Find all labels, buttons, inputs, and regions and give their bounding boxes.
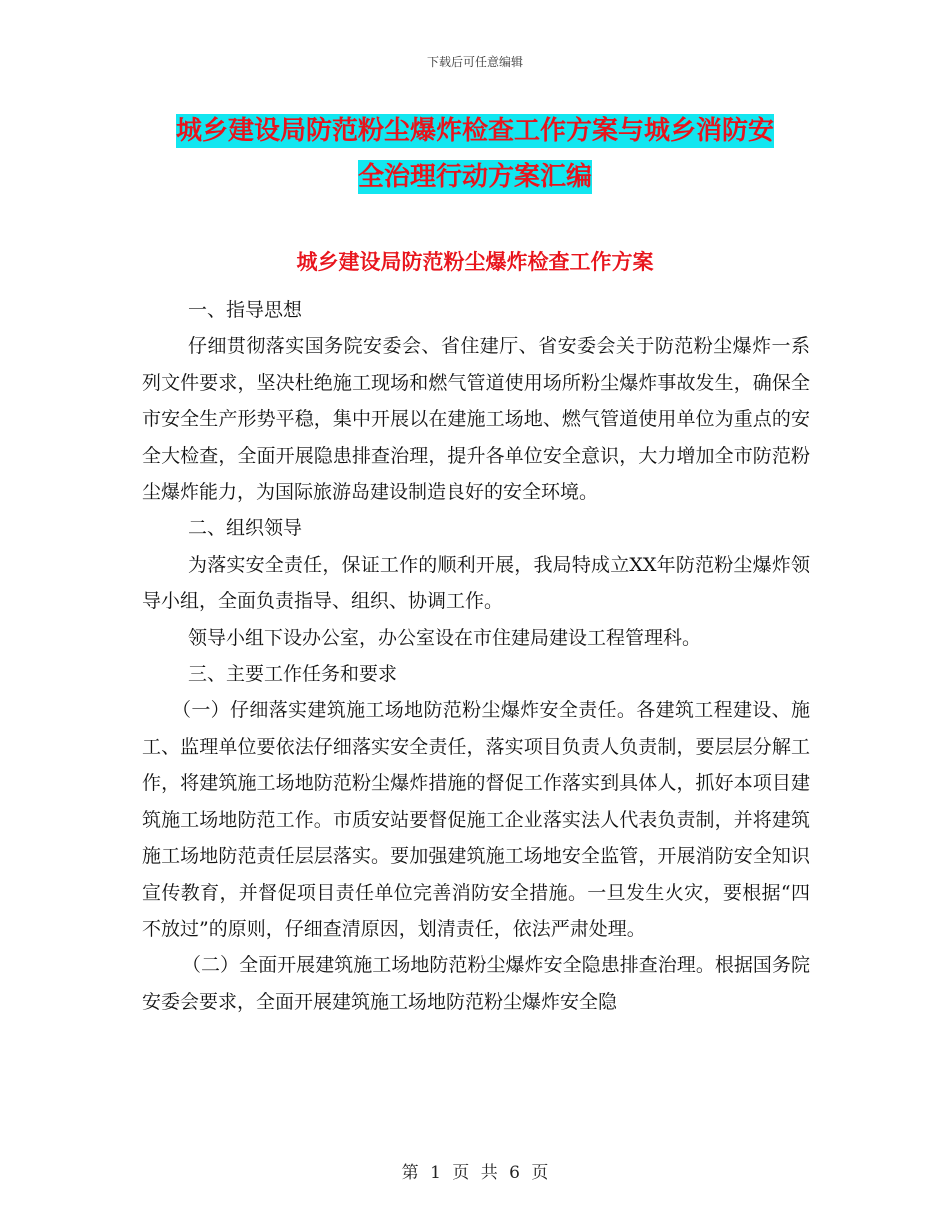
section-title: 城乡建设局防范粉尘爆炸检查工作方案 xyxy=(296,250,654,274)
paragraph-task-2: （二）全面开展建筑施工场地防范粉尘爆炸安全隐患排查治理。根据国务院安委会要求，全面开展建筑施工场地防范粉尘爆炸安全隐 xyxy=(142,954,810,1013)
paragraph-guiding-ideology: 仔细贯彻落实国务院安委会、省住建厅、省安委会关于防范粉尘爆炸一系列文件要求，坚决杜绝施工现场和燃气管道使用场所粉尘爆炸事故发生，确保全市安全生产形势平稳，集中开展以在建施工场地、燃气管道使用单位为重点的安全大检查，全面开展隐患排查治理，提升各单位安全意识，大力增加全市防范粉尘爆炸能力，为国际旅游岛建设制造良好的安全环境。 xyxy=(142,335,810,504)
paragraph-organization: 为落实安全责任，保证工作的顺利开展，我局特成立XX年防范粉尘爆炸领导小组，全面负责指导、组织、协调工作。 xyxy=(142,553,810,613)
page-number: 第 1 页 共 6 页 xyxy=(401,1163,549,1183)
document-body xyxy=(142,292,810,1020)
header-note: 下载后可任意编辑 xyxy=(426,55,523,69)
paragraph-office: 领导小组下设办公室，办公室设在市住建局建设工程管理科。 xyxy=(188,626,702,649)
document-title-line-2: 全治理行动方案汇编 xyxy=(357,162,592,192)
paragraph-task-1: （一）仔细落实建筑施工场地防范粉尘爆炸安全责任。各建筑工程建设、施工、监理单位要依法仔细落实安全责任，落实项目负责人负责制，要层层分解工作，将建筑施工场地防范粉尘爆炸措施的督促工作落实到具体人，抓好本项目建筑施工场地防范工作。市质安站要督促施工企业落实法人代表负责制，并将建筑施工场地防范责任层层落实。要加强建筑施工场地安全监管，开展消防安全知识宣传教育，并督促项目责任单位完善消防安全措施。一旦发生火灾，要根据“四不放过”的原则，仔细查清原因，划清责任，依法严肃处理。 xyxy=(142,699,810,940)
heading-main-tasks: 三、主要工作任务和要求 xyxy=(188,663,398,686)
heading-organization: 二、组织领导 xyxy=(188,517,303,540)
document-title-line-1: 城乡建设局防范粉尘爆炸检查工作方案与城乡消防安 xyxy=(175,116,774,146)
heading-guiding-ideology: 一、指导思想 xyxy=(188,299,303,321)
document-title xyxy=(120,108,830,200)
